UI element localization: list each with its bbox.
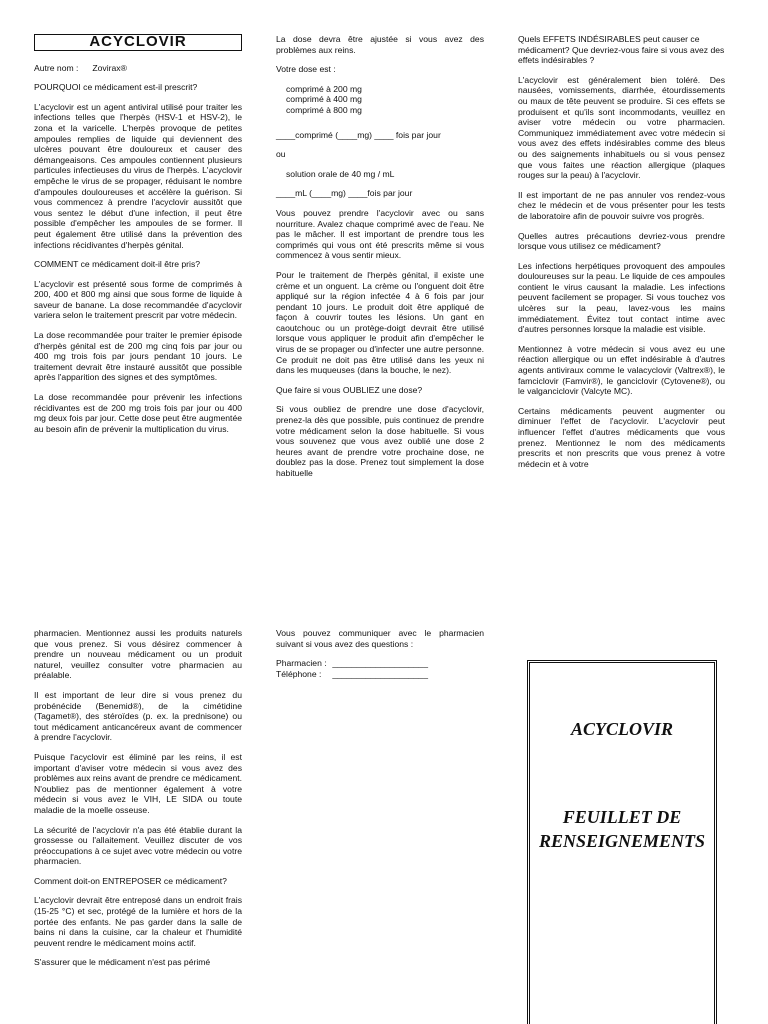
list-item: comprimé à 400 mg [286,94,362,105]
column-1 [34,34,242,443]
other-name-row [34,63,242,74]
paragraph: Les infections herpétiques provoquent des ampoules douloureuses sur la peau. Le liquide de ces ampoules contient le virus causant la maladie. Les infections peuvent facilement se propager. Si vous touchez vos ulcères sur la peau, lavez-vous les mains immédiatement. Évitez tout contact intime avec d'autres personnes lorsque la maladie est visible. [518,260,725,335]
paragraph: pharmacien. Mentionnez aussi les produits naturels que vous prenez. Si vous désirez commencer à prendre un nouveau médicament ou un produit naturel, veuillez consulter votre pharmacien au préalable. [34,628,242,681]
your-dose-label: Votre dose est : [276,64,336,75]
paragraph: La dose recommandée pour traiter le premier épisode d'herpès génital est de 200 mg cinq fois par jour ou 400 mg trois fois par jours pendant 10 jours. Le traitement devrait être instauré aussitôt que possible après l'apparition des signes et des symptômes. [34,330,242,383]
paragraph: L'acyclovir est généralement bien toléré. Des nausées, vomissements, diarrhée, étourdissements ou maux de tête peuvent se produire. Si ces effets se produisent et qu'ils sont incommodants, veuillez en aviser votre médecin ou votre pharmacien. Communiquez immédiatement avec votre médecin si vous avez des effets indésirables comme des bleus ou des saignements inhabituels ou si vous pensez que vous faites une réaction allergique (plaques rouges sur la peau) à l'acyclovir. [518,74,725,181]
tablet-list [286,84,484,116]
paragraph: Mentionnez à votre médecin si vous avez eu une réaction allergique ou un effet indésirable à d'autres agents antiviraux comme le valacyclovir (Valtrex®), le famciclovir (Famvir®), le ganciclovir (Cytovene®), ou le valganciclovir (Valcyte MC). [518,343,725,397]
dose-form-line-tablets: ____comprimé (____mg) ____ fois par jour [276,129,441,140]
section-heading-missed-dose: Que faire si vous OUBLIEZ une dose? [276,384,423,395]
section-heading-why: POURQUOI ce médicament est-il prescrit? [34,82,198,93]
phone-label: Téléphone : [276,668,322,679]
list-item: comprimé à 200 mg [286,83,362,94]
cover-subtitle-line-1: FEUILLET DE [562,807,682,827]
oral-solution-label: solution orale de 40 mg / mL [286,168,395,179]
paragraph: L'acyclovir devrait être entreposé dans un endroit frais (15-25 °C) et sec, protégé de la lumière et hors de la portée des enfants. Ne pas garder dans la salle de bains ni dans la cuisine, car la chaleur et l'humidité peuvent rendre le médicament moins actif. [34,895,242,948]
paragraph: Puisque l'acyclovir est éliminé par les reins, il est important d'aviser votre médecin si vous avez des problèmes aux reins avant de prendre ce médicament. N'oubliez pas de mentionner également à votre médecin si vous avez le VIH, LE SIDA ou toute maladie de la moelle osseuse. [34,751,242,815]
paragraph: La dose devra être ajustée si vous avez des problèmes aux reins. [276,34,484,55]
paragraph: L'acyclovir est un agent antiviral utilisé pour traiter les infections telles que l'herpès (HSV-1 et HSV-2), le zona et la varicelle. L'herpès provoque de petites ampoules remplies de liquide qui deviennent des ulcères pouvant être douloureux et causer des démangeaisons. Ces ampoules contiennent plusieurs particules infectieuses du virus de l'herpès. L'acyclovir empêche le virus de se propager, réduisant le nombre d'ampoules douloureuses et accélère la guérison. Si vous commencez à prendre l'acyclovir aussitôt que vous sentez le début d'une infection, il peut être possible d'empêcher les ampoules de se former. Il peut également être utilisé dans la prévention des infections récidivantes d'herpès génital. [34,101,242,250]
column-4 [34,628,242,977]
pharmacist-row [276,658,484,669]
contact-text: Vous pouvez communiquer avec le pharmacien suivant si vous avez des questions : [276,628,484,649]
cover-title: ACYCLOVIR [570,719,674,739]
paragraph: Il est important de ne pas annuler vos rendez-vous chez le médecin et de vous présenter pour les tests de laboratoire afin de pouvoir suivre vos progrès. [518,189,725,221]
paragraph: L'acyclovir est présenté sous forme de comprimés à 200, 400 et 800 mg ainsi que sous forme de liquide à saveur de banane. La dose recommandée d'acyclovir variera selon le traitement prescrit par votre médecin. [34,278,242,321]
column-2 [276,34,484,488]
paragraph: Certains médicaments peuvent augmenter ou diminuer l'effet de l'acyclovir. L'acyclovir peut influencer l'effet d'autres médicaments que vous prenez. Mentionnez le nom des médicaments prescrits et non prescrits que vous prenez à votre médecin et à votre [518,405,725,469]
cover-subtitle-line-2: RENSEIGNEMENTS [538,831,706,851]
paragraph: Pour le traitement de l'herpès génital, il existe une crème et un onguent. La crème ou l'onguent doit être appliqué sur la région infectée 4 à 6 fois par jour pendant 10 jours. Le produit doit être appliqué de façon à couvrir toutes les lésions. Un gant en caoutchouc ou un protège-doigt devrait être utilisé lorsque vous appliquer le produit afin d'empêcher le virus de se propager ou d'infecter une autre personne. Ce produit ne doit pas être utilisé dans les yeux ni dans les muqueuses (dans la bouche, le nez). [276,269,484,376]
section-heading-side-effects: Quels EFFETS INDÉSIRABLES peut causer ce médicament? Que devriez-vous faire si vous avez des effets indésirables ? [518,34,725,66]
cover-subtitle [530,805,714,853]
other-name-value: Zovirax® [92,62,127,73]
cover-panel [527,660,717,1024]
or-label: ou [276,149,286,160]
section-heading-how: COMMENT ce médicament doit-il être pris? [34,259,201,270]
phone-field[interactable]: ____________________ [332,668,428,679]
pharmacist-field[interactable]: ____________________ [332,658,428,669]
paragraph: S'assurer que le médicament n'est pas périmé [34,957,211,968]
paragraph: Vous pouvez prendre l'acyclovir avec ou sans nourriture. Avalez chaque comprimé avec de l'eau. Ne pas le mâcher. Il est important de prendre tous les comprimés qui vous ont été prescrits même si vous commencez à vous sentir mieux. [276,207,484,261]
section-heading-precautions: Quelles autres précautions devriez-vous prendre lorsque vous utilisez ce médicament? [518,230,725,252]
phone-row [276,669,484,680]
paragraph: Si vous oubliez de prendre une dose d'acyclovir, prenez-la dès que possible, puis continuez de prendre votre médicament selon la dose habituelle. Si vous vous souvenez que vous avez oublié une dose 2 heures avant de prendre votre prochaine dose, ne doublez pas la dose. Prenez tout simplement la dose habituelle [276,404,484,478]
other-name-label: Autre nom : [34,62,79,73]
dose-form-line-solution: ____mL (____mg) ____fois par jour [276,188,413,199]
paragraph: La sécurité de l'acyclovir n'a pas été établie durant la grossesse ou l'allaitement. Veuillez discuter de vos préoccupations à ce sujet avec votre médecin ou votre pharmacien. [34,824,242,867]
document-title: ACYCLOVIR [34,34,242,51]
pharmacist-label: Pharmacien : [276,658,327,669]
section-heading-storage: Comment doit-on ENTREPOSER ce médicament? [34,875,227,886]
paragraph: La dose recommandée pour prévenir les infections récidivantes est de 200 mg trois fois par jour ou 400 mg deux fois par jour. Cette dose peut être augmentée au besoin afin de prévenir la multiplication du virus. [34,392,242,434]
paragraph: Il est important de leur dire si vous prenez du probénécide (Benemid®), de la cimétidine (Tagamet®), des stéroïdes (p. ex. la prednisone) ou tout médicament anticancéreux avant de commencer à prendre l'acyclovir. [34,689,242,743]
column-3 [518,34,725,478]
column-5 [276,628,484,679]
list-item: comprimé à 800 mg [286,104,362,115]
